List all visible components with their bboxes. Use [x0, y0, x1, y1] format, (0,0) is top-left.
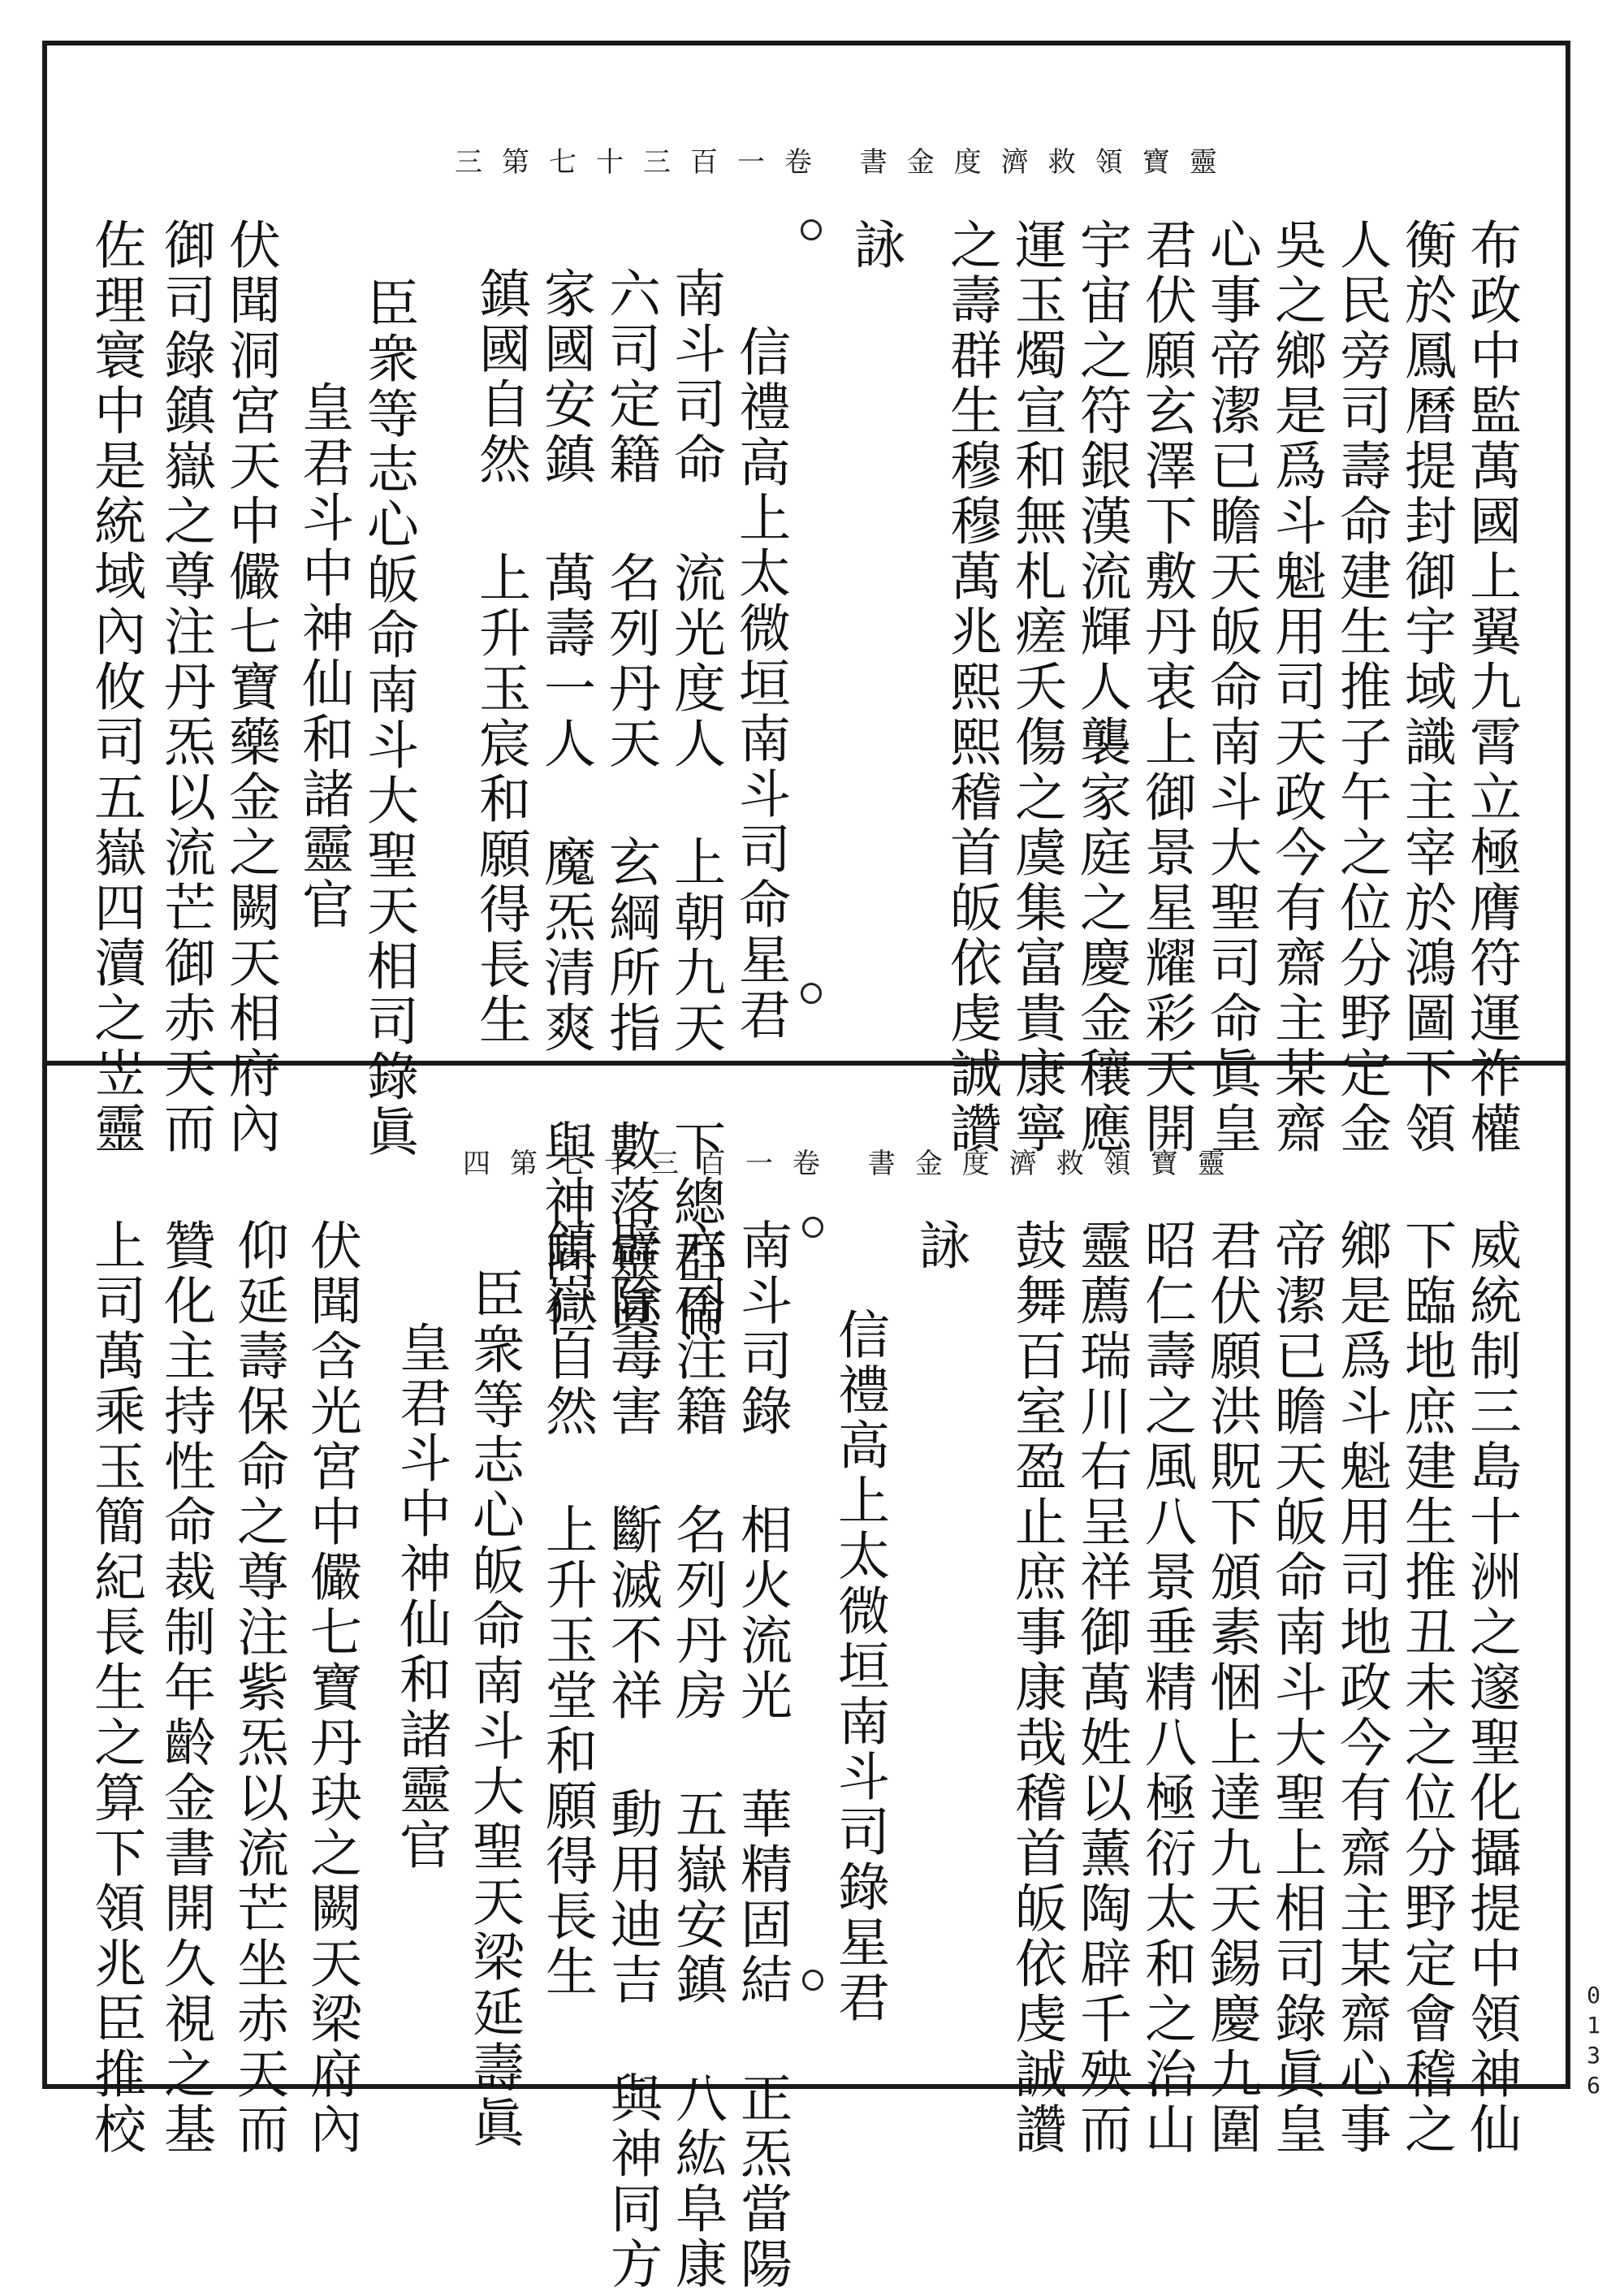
top-column-11: 信禮高上太微垣南斗司命星君 — [730, 325, 790, 1043]
bottom-column-17: 伏聞含光宮中儼七寶丹玦之闕天梁府內 — [301, 1218, 361, 2157]
top-column-20: 佐理寰中是統域內攸司五嶽四瀆之岦靈 — [85, 218, 145, 1157]
top-column-2: 衡於鳳曆提封御宇域識主宰於鴻圖下領 — [1396, 218, 1456, 1157]
top-column-9: 之壽群生穆穆萬兆熙熙稽首皈依虔誠讚 — [941, 218, 1001, 1157]
bottom-circle-mark-2 — [802, 1970, 823, 1991]
bottom-column-20: 上司萬乘玉簡紀長生之算下領兆臣推校 — [85, 1218, 145, 2157]
bottom-column-16: 皇君斗中神仙和諸靈官 — [391, 1321, 451, 1873]
top-column-6: 君伏願玄澤下敷丹衷上御景星耀彩天開 — [1136, 218, 1196, 1157]
top-column-12: 南斗司命 流光度人 上朝九天 下總群倫 — [665, 266, 725, 1340]
bottom-column-4: 帝潔已瞻天皈命南斗大聖上相司錄眞皇 — [1266, 1218, 1326, 2157]
bottom-column-10: 信禮高上太微垣南斗司錄星君 — [829, 1308, 889, 2026]
bottom-column-5: 君伏願洪貺下頒素悃上達九天錫慶九圍 — [1201, 1218, 1261, 2157]
bottom-column-12: 六司注籍 名列丹房 五嶽安鎮 八紘阜康 — [667, 1218, 727, 2292]
top-column-7: 宇宙之符銀漢流輝人襲家庭之慶金穰應 — [1071, 218, 1131, 1157]
top-column-3: 人民旁司壽命建生推子午之位分野定金 — [1331, 218, 1391, 1157]
bottom-column-3: 鄉是爲斗魁用司地政今有齋主某齋心事 — [1331, 1218, 1391, 2157]
bottom-column-9: 詠 — [910, 1218, 970, 1274]
top-column-18: 伏聞洞宮天中儼七寶藥金之闕天相府內 — [220, 218, 280, 1157]
top-column-14: 家國安鎮 萬壽一人 魔炁清爽 與神同仁 — [535, 266, 595, 1340]
top-column-13: 六司定籍 名列丹天 玄綱所指 數落靈眞 — [600, 266, 660, 1340]
top-column-15: 鎮國自然 上升玉宸和願得長生 — [470, 266, 530, 1048]
top-column-4: 吳之鄉是爲斗魁用司天政今有齋主某齋 — [1266, 218, 1326, 1157]
top-page-header: 三第七十三百一卷 書金度濟救領寶靈 — [455, 146, 1237, 179]
top-circle-mark-1 — [801, 219, 822, 240]
bottom-column-1: 威統制三島十洲之邃聖化攝提中領神仙 — [1461, 1218, 1521, 2157]
bottom-column-13: 辟除毒害 斷滅不祥 動用迪吉 與神同方 — [602, 1218, 662, 2292]
top-column-19: 御司錄鎮嶽之尊注丹炁以流芒御赤天而 — [155, 218, 215, 1157]
bottom-column-18: 仰延壽保命之尊注紫炁以流芒坐赤天而 — [228, 1218, 288, 2157]
bottom-column-8: 鼓舞百室盈止庶事康哉稽首皈依虔誠讚 — [1006, 1218, 1066, 2157]
top-column-10: 詠 — [845, 218, 905, 273]
bottom-column-6: 昭仁壽之風八景垂精八極衍太和之治山 — [1136, 1218, 1196, 2157]
bottom-circle-mark-1 — [802, 1217, 823, 1238]
top-circle-mark-2 — [801, 983, 822, 1004]
bottom-column-14: 鎮嶽自然 上升玉堂和願得長生 — [537, 1218, 597, 2000]
top-column-5: 心事帝潔已瞻天皈命南斗大聖司命眞皇 — [1201, 218, 1261, 1157]
top-column-17: 皇君斗中神仙和諸靈官 — [293, 380, 353, 932]
page-side-number: 0136 — [1580, 1982, 1607, 2102]
bottom-column-15: 臣衆等志心皈命南斗大聖天梁延壽眞 — [464, 1267, 524, 2151]
top-column-1: 布政中監萬國上翼九霄立極膺符運祚權 — [1461, 218, 1521, 1157]
bottom-column-19: 贊化主持性命裁制年齡金書開久視之基 — [155, 1218, 215, 2157]
top-column-16: 臣衆等志心皈命南斗大聖天相司錄眞 — [358, 276, 418, 1160]
bottom-page-header: 四第七十三百一卷 書金度濟救領寶靈 — [463, 1148, 1245, 1180]
bottom-column-7: 靈薦瑞川右呈祥御萬姓以薰陶辟千殃而 — [1071, 1218, 1131, 2157]
bottom-column-2: 下臨地庶建生推丑未之位分野定會稽之 — [1396, 1218, 1456, 2157]
top-column-8: 運玉燭宣和無札瘥夭傷之虞集富貴康寧 — [1006, 218, 1066, 1157]
bottom-column-11: 南斗司錄 相火流光 華精固結 正炁當陽 — [732, 1218, 792, 2292]
